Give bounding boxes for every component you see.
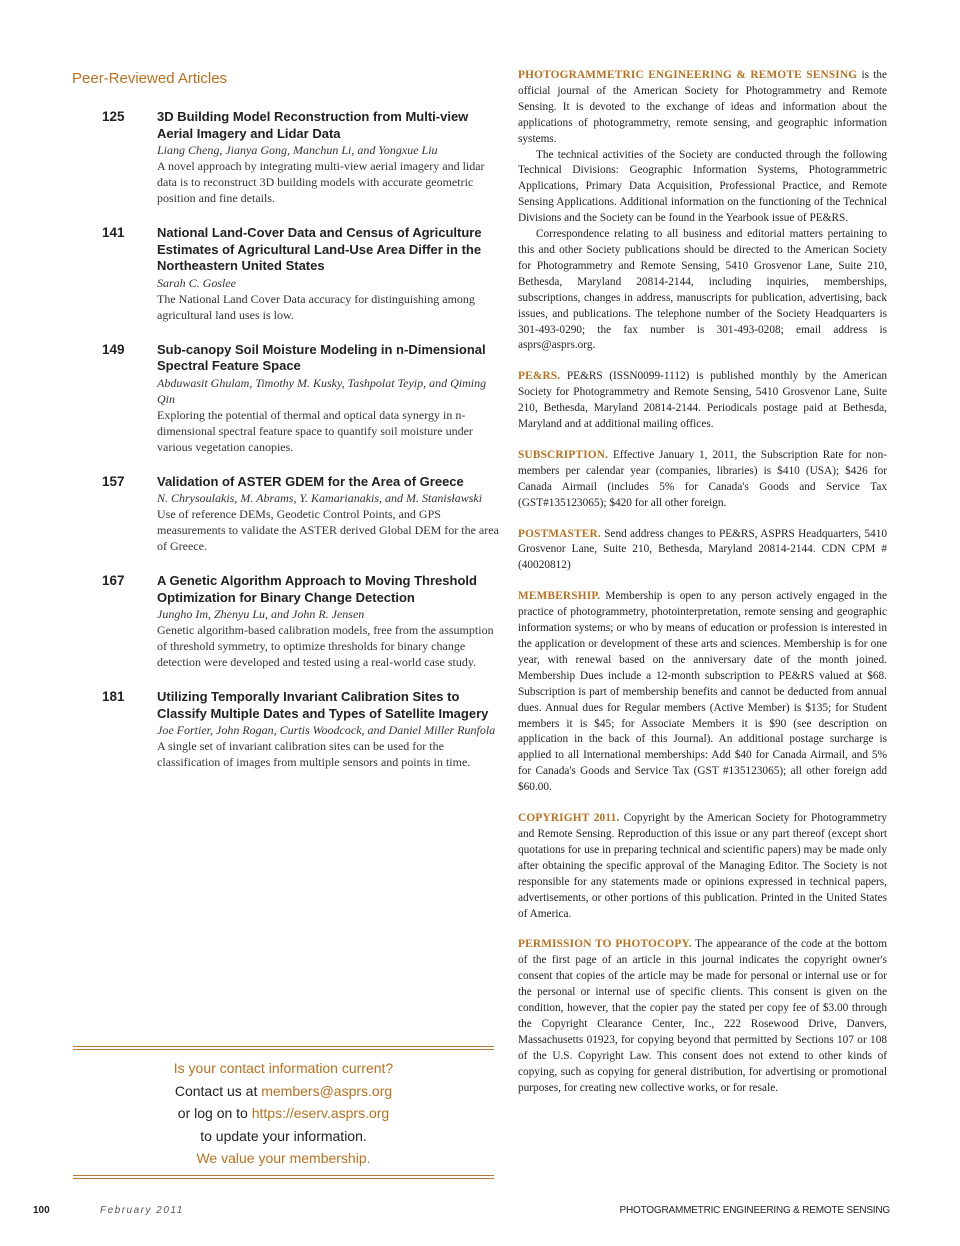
article-description: A single set of invariant calibration sites can be used for the classification of images from multiple sensors and points in time. (157, 739, 471, 769)
eserv-link[interactable]: https://eserv.asprs.org (251, 1105, 390, 1121)
article-entry (70, 689, 500, 770)
masthead-column (518, 68, 887, 1096)
article-entry (70, 109, 500, 206)
page-footer (0, 1205, 960, 1225)
promo-login-line (73, 1102, 494, 1125)
photocopy-paragraph (518, 937, 887, 1096)
article-title[interactable]: Utilizing Temporally Invariant Calibration Sites to Classify Multiple Dates and Types of Satellite Imagery (157, 689, 489, 721)
article-authors: Sarah C. Goslee (157, 275, 236, 290)
photocopy-text: The appearance of the code at the bottom of the first page of an article in this journal indicates the copyright owner's consent that copies of the article may be made for personal or internal use or for the personal or internal use of specific clients. This consent is given on the condition, however, that the copier pay the stated per copy fee of $3.00 through the Copyright Clearance Center, Inc., 222 Rosewood Drive, Danvers, Massachusetts 01923, for copying beyond that permitted by Sections 107 or 108 of the U.S. Copyright Law. This consent does not extend to other kinds of copying, such as copying for general distribution, for advertising or promotional purposes, for creating new collective works, or for resale. (518, 938, 887, 1094)
promo-contact-prefix: Contact us at (174, 1082, 262, 1099)
article-title[interactable]: Validation of ASTER GDEM for the Area of Greece (157, 473, 464, 489)
promo-bottom-rule (73, 1175, 494, 1179)
footer-journal-name: PHOTOGRAMMETRIC ENGINEERING & REMOTE SENSING (619, 1205, 890, 1216)
copyright-text: Copyright by the American Society for Photogrammetry and Remote Sensing. Reproduction of this issue or any part thereof (except short quotations for use in preparing technical and scientific papers) may be made only after obtaining the specific approval of the Managing Editor. The Society is not responsible for any statements made or opinions expressed in technical papers, advertisements, or other portions of this publication. Printed in the United States of America. (518, 812, 887, 920)
article-page-number: 157 (102, 473, 125, 489)
subscription-text: Effective January 1, 2011, the Subscription Rate for non-members per calendar year (companies, libraries) is $410 (USA); $426 for Canada Airmail (includes 5% for Canada's Goods and Service Tax (GST#135123065); $420 for all other foreign. (518, 448, 887, 509)
membership-heading: MEMBERSHIP. (518, 590, 601, 603)
promo-contact-line (73, 1080, 494, 1103)
article-authors: Abduwasit Ghulam, Timothy M. Kusky, Tashpolat Teyip, and Qiming Qin (157, 375, 487, 406)
article-description: A novel approach by integrating multi-view aerial imagery and lidar data is to reconstruct 3D building models with accurate geometric position and fine details. (157, 159, 485, 205)
article-authors: Joe Fortier, John Rogan, Curtis Woodcock, and Daniel Miller Runfola (157, 723, 496, 737)
membership-text: Membership is open to any person actively engaged in the practice of photogrammetry, photointerpretation, remote sensing and geographic information systems; or who by means of education or profession is interested in the application or development of these arts and sciences. Membership is for one year, with renewal based on the anniversary date of the month joined. Membership Dues include a 12-month subscription to PE&RS valued at $68. Subscription is part of membership benefits and cannot be deducted from annual dues. Annual dues for Regular members (Active Member) is $135; for Student members it is $45; for Associate Members it is $90 (see description on application in the back of this Journal). An additional postage surcharge is applied to all International memberships: Add $40 for Canada Airmail, and 5% for Canada's Goods and Service Tax (GST #135123065); all other foreign add $60.00. (518, 590, 887, 794)
article-page-number: 181 (102, 689, 125, 704)
article-title[interactable]: National Land-Cover Data and Census of Agriculture Estimates of Agricultural Land-Use Area Differ in the Northeastern United States (157, 225, 482, 273)
article-description: Exploring the potential of thermal and optical data synergy in n-dimensional spectral feature space to quantify soil moisture under various vegetation canopies. (157, 407, 473, 454)
subscription-heading: SUBSCRIPTION. (518, 448, 609, 461)
journal-name-heading: PHOTOGRAMMETRIC ENGINEERING & REMOTE SENSING (518, 69, 858, 81)
photocopy-heading: PERMISSION TO PHOTOCOPY. (518, 938, 692, 951)
article-page-number: 149 (102, 341, 125, 357)
article-page-number: 125 (102, 109, 125, 124)
intro-paragraph (518, 68, 887, 148)
promo-update-line: to update your information. (200, 1127, 367, 1144)
contact-email-link[interactable]: members@asprs.org (261, 1082, 393, 1099)
article-page-number: 167 (102, 573, 125, 588)
article-description: The National Land Cover Data accuracy for distinguishing among agricultural land uses is low. (157, 291, 475, 322)
section-title: Peer-Reviewed Articles (72, 70, 228, 87)
article-description: Use of reference DEMs, Geodetic Control Points, and GPS measurements to validate the ASTER derived Global DEM for the area of Greece. (157, 507, 499, 553)
article-entry (70, 342, 500, 455)
postmaster-paragraph (518, 527, 887, 575)
membership-promo-box (73, 1046, 494, 1179)
article-authors: N. Chrysoulakis, M. Abrams, Y. Kamarianakis, and M. Stanisławski (157, 491, 483, 505)
article-title[interactable]: A Genetic Algorithm Approach to Moving Threshold Optimization for Binary Change Detection (157, 573, 477, 605)
promo-login-prefix: or log on to (177, 1105, 252, 1121)
article-title[interactable]: Sub-canopy Soil Moisture Modeling in n-Dimensional Spectral Feature Space (157, 341, 486, 373)
article-entry (70, 474, 500, 555)
footer-date: February 2011 (100, 1205, 184, 1216)
article-authors: Liang Cheng, Jianya Gong, Manchun Li, and Yongxue Liu (157, 143, 438, 157)
pers-paragraph (518, 369, 887, 433)
promo-question: Is your contact information current? (173, 1060, 394, 1076)
article-authors: Jungho Im, Zhenyu Lu, and John R. Jensen (157, 607, 365, 621)
article-entry (70, 225, 500, 323)
pers-heading: PE&RS. (518, 370, 561, 383)
technical-divisions-paragraph: The technical activities of the Society are conducted through the following Technical Divisions: Geographic Information Systems, Photogrammetric Applications, Primary Data Acquisition, Professional Practice, and Remote Sensing Applications. Additional information on the functioning of the Technical Divisions and the Society can be found in the Yearbook issue of PE&RS. (518, 148, 887, 225)
article-page-number: 141 (102, 225, 125, 240)
intro-text: is the official journal of the American Society for Photogrammetry and Remote Sensing. It is devoted to the exchange of ideas and information about the applications of photogrammetry, remote sensing, and geographic information systems. (518, 69, 887, 145)
promo-value-line: We value your membership. (196, 1150, 371, 1166)
article-description: Genetic algorithm-based calibration models, free from the assumption of threshold symmetry, to optimize thresholds for binary change detection were developed and tested using a real-world case study. (157, 623, 494, 669)
postmaster-heading: POSTMASTER. (518, 527, 601, 540)
toc-column (70, 70, 500, 789)
subscription-paragraph (518, 448, 887, 512)
postmaster-text: Send address changes to PE&RS, ASPRS Headquarters, 5410 Grosvenor Lane, Suite 210, Bethesda, Maryland 20814-2144. CDN CPM #(40020812) (518, 527, 887, 572)
article-entry (70, 573, 500, 670)
membership-paragraph (518, 589, 887, 796)
copyright-paragraph (518, 811, 887, 922)
pers-text: PE&RS (ISSN0099-1112) is published monthly by the American Society for Photogrammetry and Remote Sensing, 5410 Grosvenor Lane, Suite 210, Bethesda, Maryland 20814-2144. Periodicals postage paid at Bethesda, Maryland and at additional mailing offices. (518, 370, 887, 431)
copyright-heading: COPYRIGHT 2011. (518, 812, 620, 825)
article-title[interactable]: 3D Building Model Reconstruction from Multi-view Aerial Imagery and Lidar Data (157, 109, 469, 141)
footer-page-number: 100 (33, 1205, 50, 1216)
correspondence-paragraph: Correspondence relating to all business and editorial matters pertaining to this and other Society publications should be directed to the American Society for Photogrammetry and Remote Sensing, 5410 Grosvenor Lane, Suite 210, Bethesda, Maryland 20814-2144, including inquiries, memberships, subscriptions, changes in address, manuscripts for publication, advertising, back issues, and publications. The telephone number of the Society Headquarters is 301-493-0290; the fax number is 301-493-0208; email address is asprs@asprs.org. (518, 228, 887, 352)
